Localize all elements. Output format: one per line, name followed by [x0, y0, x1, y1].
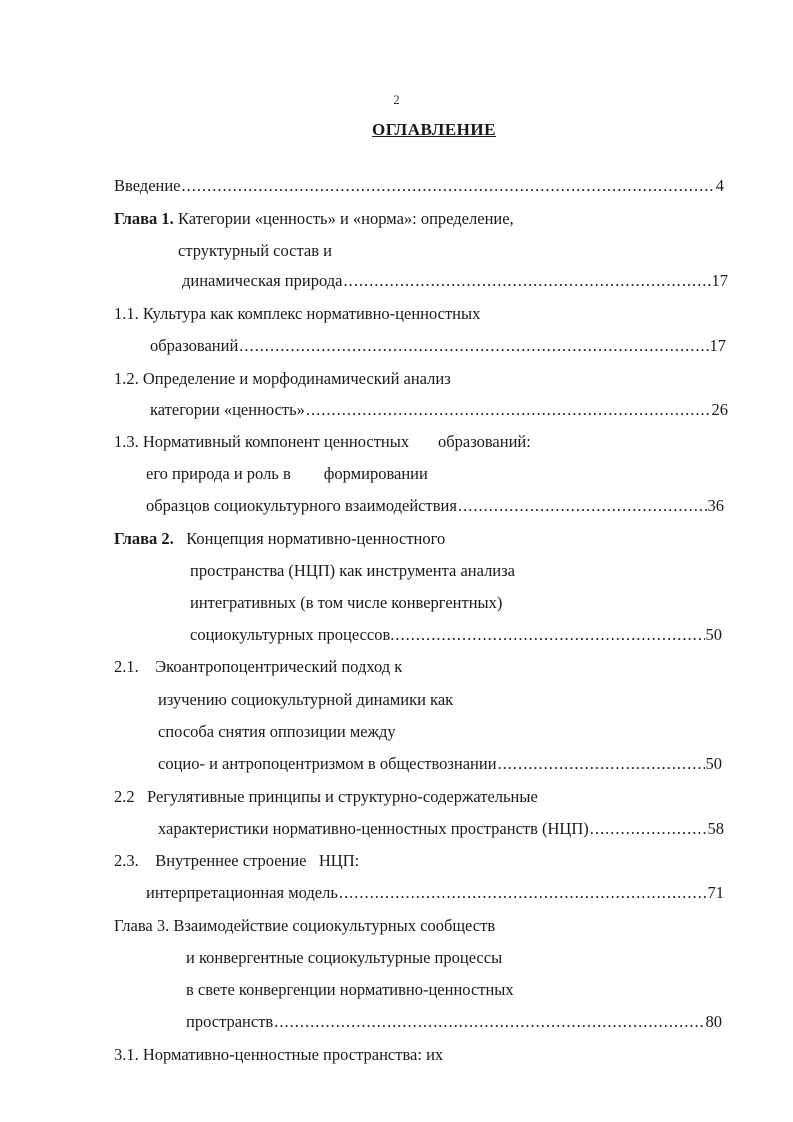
leader-dots — [306, 398, 711, 422]
toc-section-2-1-line2: изучению социокультурной динамики как — [158, 690, 454, 709]
toc-entry-intro — [114, 174, 724, 198]
chapter-label: Глава 2. — [114, 529, 174, 548]
toc-chapter-1-line1 — [114, 207, 514, 231]
toc-section-1-2-line1: 1.2. Определение и морфодинамический анализ — [114, 369, 451, 388]
toc-section-3-1-line1: 3.1. Нормативно-ценностные пространства: их — [114, 1045, 444, 1064]
toc-entry-text: образцов социокультурного взаимодействия — [146, 496, 457, 515]
toc-page-number: 58 — [707, 819, 724, 838]
toc-page-number: 17 — [711, 271, 728, 290]
toc-section-1-1-line2 — [150, 334, 726, 358]
toc-section-2-1-line1: 2.1. Экоантропоцентрический подход к — [114, 657, 403, 676]
toc-entry-text: пространств — [186, 1012, 274, 1031]
toc-chapter-1-line3 — [182, 269, 728, 293]
leader-dots — [343, 269, 710, 293]
toc-page-number: 36 — [707, 496, 724, 515]
toc-entry-text: интерпретационная модель — [146, 883, 338, 902]
leader-dots — [239, 334, 708, 358]
toc-section-2-3-line1: 2.3. Внутреннее строение НЦП: — [114, 851, 360, 870]
toc-chapter-2-line1 — [114, 527, 445, 551]
toc-entry-text: характеристики нормативно-ценностных пространств (НЦП) — [158, 819, 589, 838]
toc-section-2-2-line1: 2.2 Регулятивные принципы и структурно-содержательные — [114, 787, 538, 806]
toc-entry-text: Введение — [114, 176, 181, 195]
chapter-label: Глава 1. — [114, 209, 174, 228]
leader-dots — [182, 174, 715, 198]
toc-chapter-3-line2: и конвергентные социокультурные процессы — [186, 948, 503, 967]
toc-entry-text: социокультурных процессов. — [190, 625, 395, 644]
page-title: ОГЛАВЛЕНИЕ — [372, 120, 496, 139]
toc-section-1-1-line1: 1.1. Культура как комплекс нормативно-ценностных — [114, 304, 481, 323]
leader-dots — [498, 752, 705, 776]
toc-entry-text: социо- и антропоцентризмом в обществознании — [158, 754, 497, 773]
toc-chapter-3-line1: Глава 3. Взаимодействие социокультурных сообществ — [114, 916, 496, 935]
toc-page-number: 50 — [705, 754, 722, 773]
toc-chapter-3-line3: в свете конвергенции нормативно-ценностных — [186, 980, 514, 999]
toc-page-number: 80 — [705, 1012, 722, 1031]
toc-chapter-3-line4 — [186, 1010, 722, 1034]
toc-section-2-3-line2 — [146, 881, 724, 905]
chapter-title: Концепция нормативно-ценностного — [186, 529, 446, 548]
leader-dots — [274, 1010, 704, 1034]
toc-chapter-1-line2: структурный состав и — [178, 241, 332, 260]
leader-dots — [458, 494, 707, 518]
toc-section-1-3-line3 — [146, 494, 724, 518]
page-number: 2 — [393, 92, 400, 107]
toc-section-1-3-line2: его природа и роль в формировании — [146, 464, 428, 483]
leader-dots — [395, 623, 704, 647]
toc-entry-text: динамическая природа — [182, 271, 343, 290]
toc-page-number: 26 — [711, 400, 728, 419]
toc-page-number: 17 — [709, 336, 726, 355]
toc-entry-text: образований — [150, 336, 239, 355]
toc-chapter-2-line2: пространства (НЦП) как инструмента анализа — [190, 561, 515, 580]
chapter-title: Категории «ценность» и «норма»: определение, — [177, 209, 514, 228]
toc-section-1-3-line1: 1.3. Нормативный компонент ценностных образований: — [114, 432, 531, 451]
toc-page-number: 71 — [707, 883, 724, 902]
toc-section-2-1-line4 — [158, 752, 722, 776]
toc-section-1-2-line2 — [150, 398, 728, 422]
toc-entry-text: категории «ценность» — [150, 400, 305, 419]
toc-chapter-2-line4 — [190, 623, 722, 647]
toc-page-number: 4 — [715, 176, 724, 195]
leader-dots — [590, 817, 707, 841]
leader-dots — [339, 881, 707, 905]
toc-section-2-2-line2 — [158, 817, 724, 841]
toc-chapter-2-line3: интегративных (в том числе конвергентных) — [190, 593, 503, 612]
toc-page-number: 50 — [705, 625, 722, 644]
toc-section-2-1-line3: способа снятия оппозиции между — [158, 722, 396, 741]
